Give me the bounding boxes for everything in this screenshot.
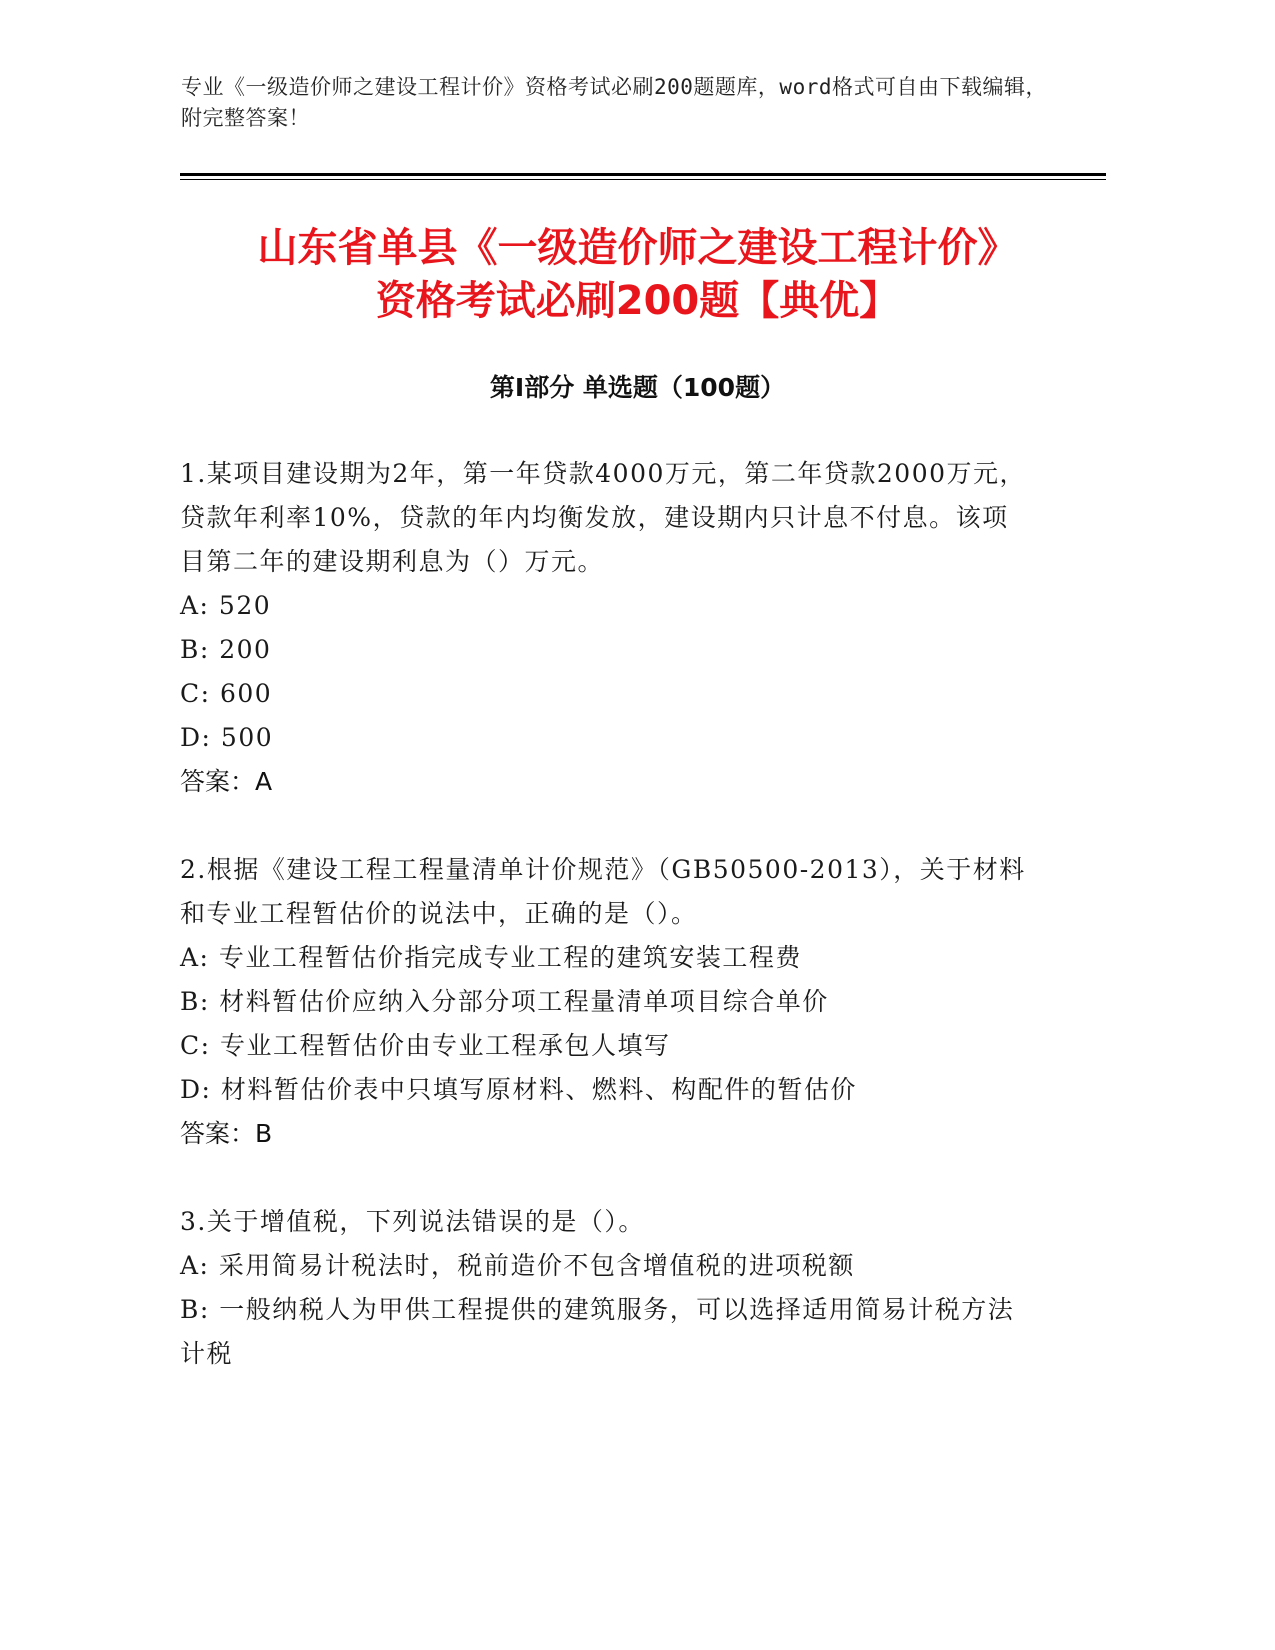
option-b: B: 一般纳税人为甲供工程提供的建筑服务，可以选择适用简易计税方法计税 bbox=[180, 1295, 1015, 1368]
header-note: 专业《一级造价师之建设工程计价》资格考试必刷200题题库，word格式可自由下载编辑，附完整答案！ bbox=[181, 75, 1047, 130]
option-c: C: 专业工程暂估价由专业工程承包人填写 bbox=[180, 1031, 671, 1060]
option-d: D: 500 bbox=[180, 723, 274, 752]
header-rule-thick bbox=[180, 173, 1106, 176]
header-rule-thin bbox=[180, 179, 1106, 180]
option-a: A: 520 bbox=[180, 591, 272, 620]
document-title-line-1: 山东省单县《一级造价师之建设工程计价》 bbox=[257, 225, 1018, 271]
option-c: C: 600 bbox=[180, 679, 273, 708]
answer-line: 答案：B bbox=[180, 1119, 273, 1148]
question-stem: 1.某项目建设期为2年，第一年贷款4000万元，第二年贷款2000万元，贷款年利率10%，贷款的年内均衡发放，建设期内只计息不付息。该项目第二年的建设期利息为（）万元。 bbox=[180, 459, 1027, 576]
section-title: 第I部分 单选题（100题） bbox=[489, 373, 786, 402]
option-a: A: 专业工程暂估价指完成专业工程的建筑安装工程费 bbox=[180, 943, 802, 972]
question-stem: 3.关于增值税，下列说法错误的是（）。 bbox=[180, 1207, 645, 1236]
option-b: B: 200 bbox=[180, 635, 272, 664]
option-d: D: 材料暂估价表中只填写原材料、燃料、构配件的暂估价 bbox=[180, 1075, 857, 1104]
question-list bbox=[180, 452, 1030, 1420]
question-2 bbox=[180, 848, 1030, 1156]
document-title-line-2: 资格考试必刷200题【典优】 bbox=[375, 278, 900, 324]
question-1 bbox=[180, 452, 1030, 804]
option-a: A: 采用简易计税法时，税前造价不包含增值税的进项税额 bbox=[180, 1251, 855, 1280]
option-b: B: 材料暂估价应纳入分部分项工程量清单项目综合单价 bbox=[180, 987, 829, 1016]
question-3 bbox=[180, 1200, 1030, 1376]
document-title bbox=[150, 222, 1125, 328]
answer-line: 答案：A bbox=[180, 767, 273, 796]
question-stem: 2.根据《建设工程工程量清单计价规范》（GB50500-2013），关于材料和专业工程暂估价的说法中，正确的是（）。 bbox=[180, 855, 1026, 928]
